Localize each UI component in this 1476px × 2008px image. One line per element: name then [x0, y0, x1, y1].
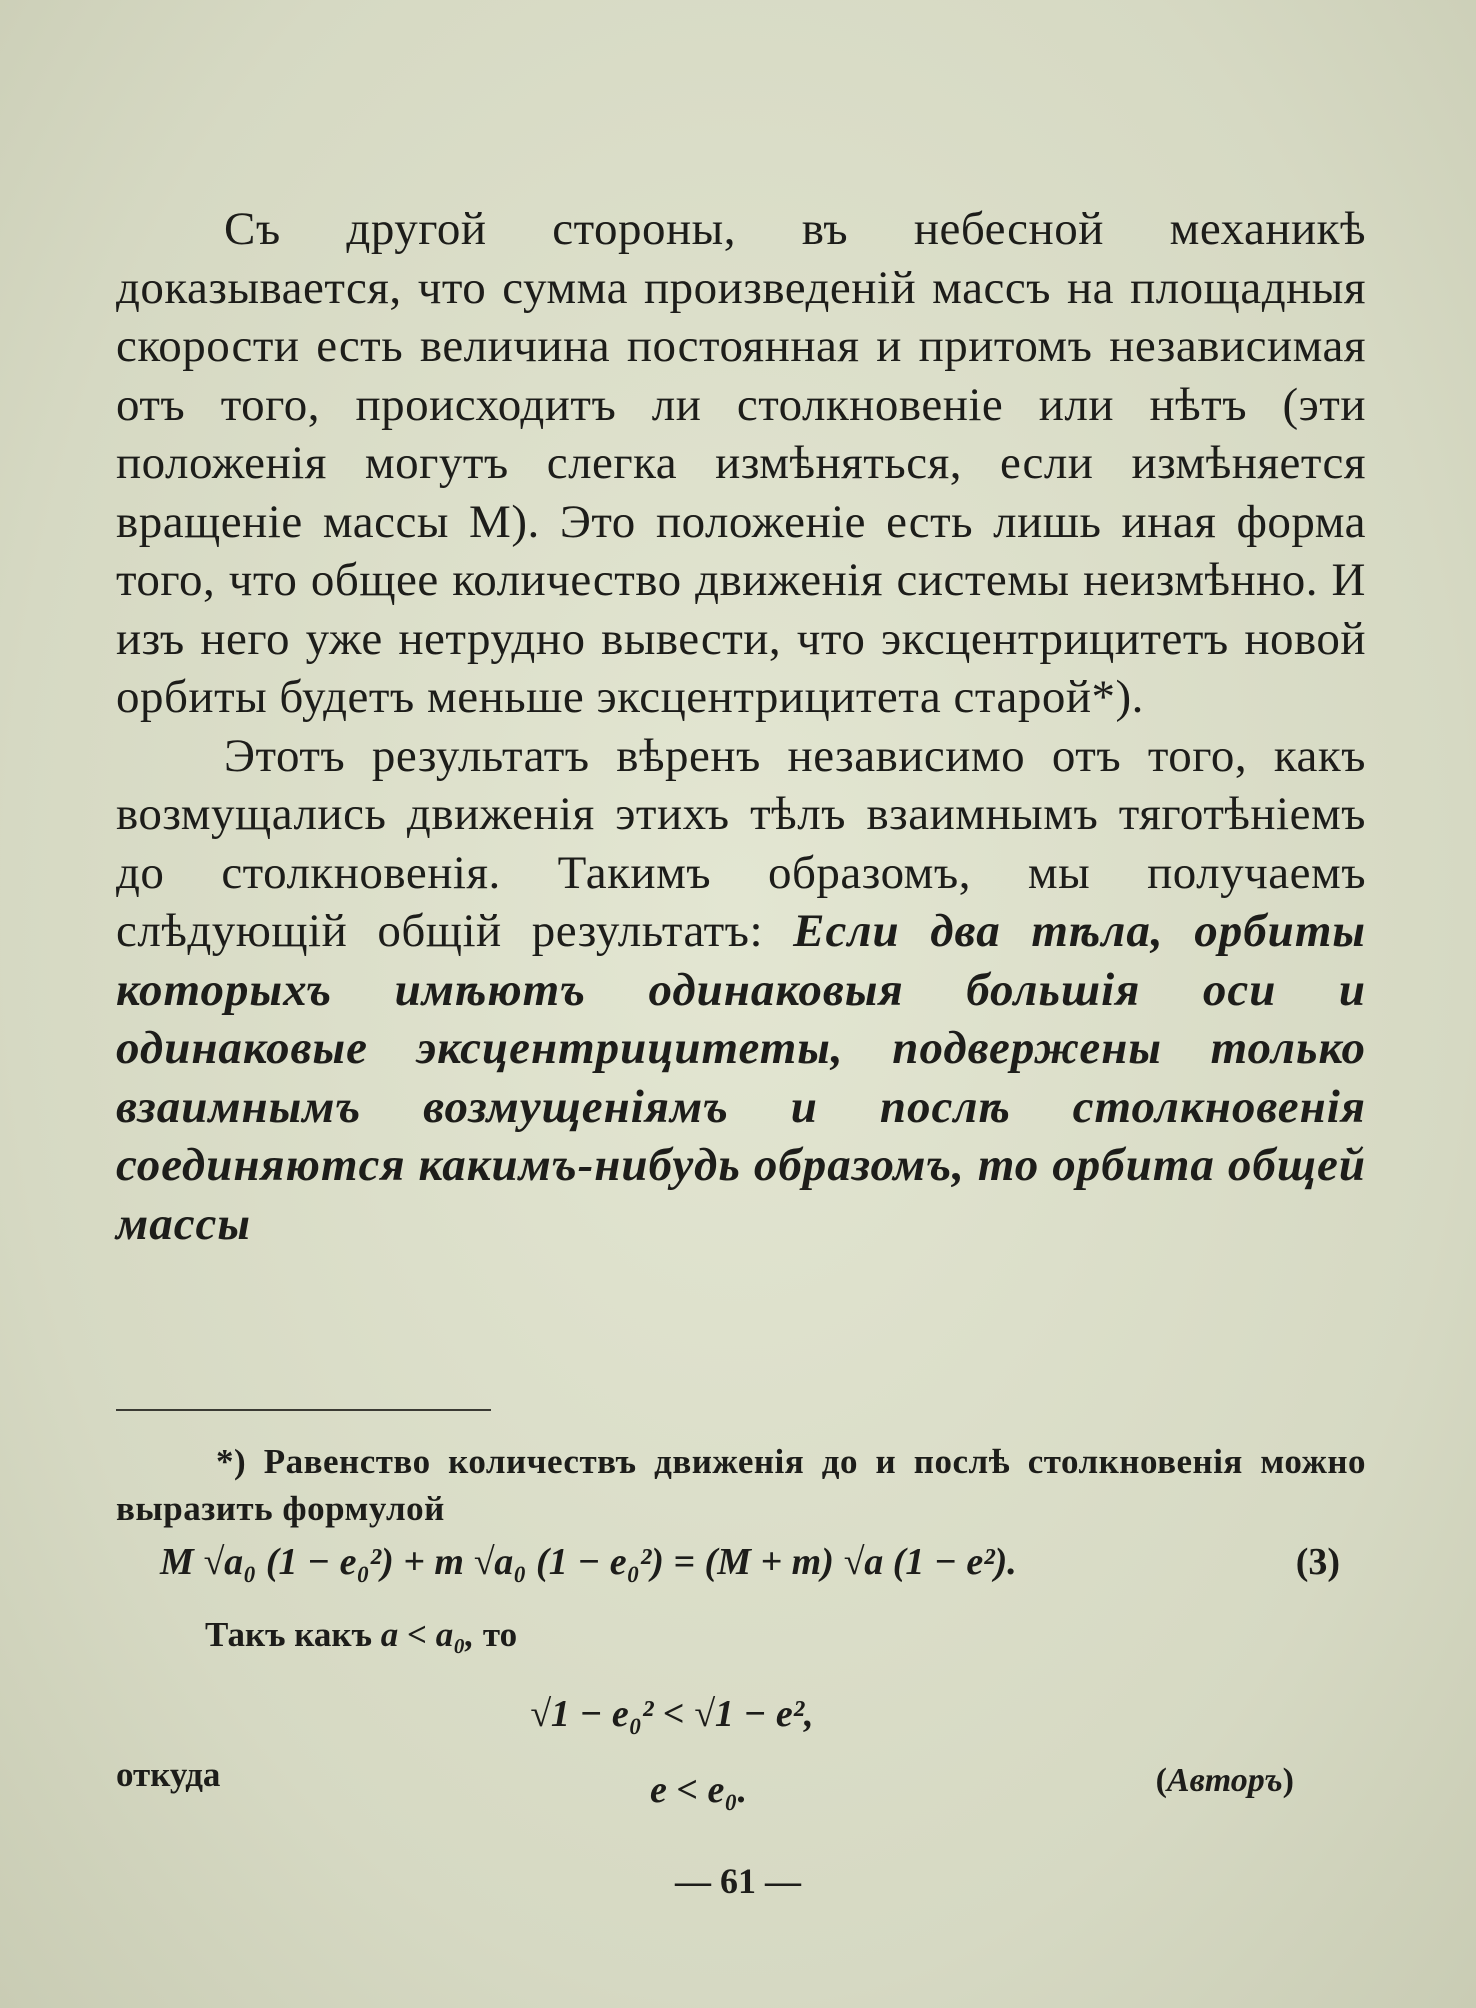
author-paren-open: (: [1155, 1762, 1167, 1799]
page-number: — 61 —: [675, 1861, 801, 1901]
equation-number: (3): [1295, 1541, 1340, 1583]
footnote-text: *) Равенство количествъ движенія до и послѣ столкновенія можно выразить формулой: [116, 1442, 1366, 1528]
since-prefix: Такъ какъ: [205, 1615, 373, 1654]
paragraph-2-italic: Если два тѣла, орбиты которыхъ имѣютъ одинаковыя большія оси и одинаковые эксцентрицитеты, подвержены только взаимнымъ возмущеніямъ и послѣ столкновенія соединяются какимъ-нибудь образомъ, то орбита общей массы: [116, 905, 1366, 1250]
author-paren-close: ): [1282, 1762, 1294, 1799]
footnote-rule: [116, 1409, 491, 1411]
inequality-1: √1 − e₀² < √1 − e²,: [530, 1693, 814, 1735]
main-text: [116, 200, 1366, 1253]
author-attribution: [1156, 1762, 1294, 1800]
paragraph-2-text: Этотъ результатъ вѣренъ независимо отъ того, какъ возмущались движенія этихъ тѣлъ взаимнымъ тяготѣніемъ до столкновенія. Такимъ образомъ, мы получаемъ слѣдующій общій результатъ:: [116, 729, 1366, 957]
author-name: Авторъ: [1166, 1762, 1283, 1799]
momentum-formula: [160, 1540, 1340, 1584]
since-line: [205, 1615, 517, 1655]
inequality-2: e < e₀.: [650, 1769, 748, 1811]
since-math: a < a₀,: [380, 1615, 475, 1654]
since-suffix: то: [482, 1615, 518, 1654]
formula-expression: M √a₀ (1 − e₀²) + m √a₀ (1 − e₀²) = (M + m) √a (1 − e²).: [160, 1541, 1017, 1583]
paragraph-2: [116, 727, 1366, 1254]
footnote: [116, 1438, 1366, 1532]
whence-word: откуда: [116, 1755, 221, 1794]
paragraph-1: Съ другой стороны, въ небесной механикѣ доказывается, что сумма произведеній массъ на площадныя скорости есть величина постоянная и притомъ независимая отъ того, происходитъ ли столкновеніе или нѣтъ (эти положенія могутъ слегка измѣняться, если измѣняется вращеніе массы M). Это положеніе есть лишь иная форма того, что общее количество движенія системы неизмѣнно. И изъ него уже нетрудно вывести, что эксцентрицитетъ новой орбиты будетъ меньше эксцентрицитета старой*).: [116, 203, 1366, 723]
